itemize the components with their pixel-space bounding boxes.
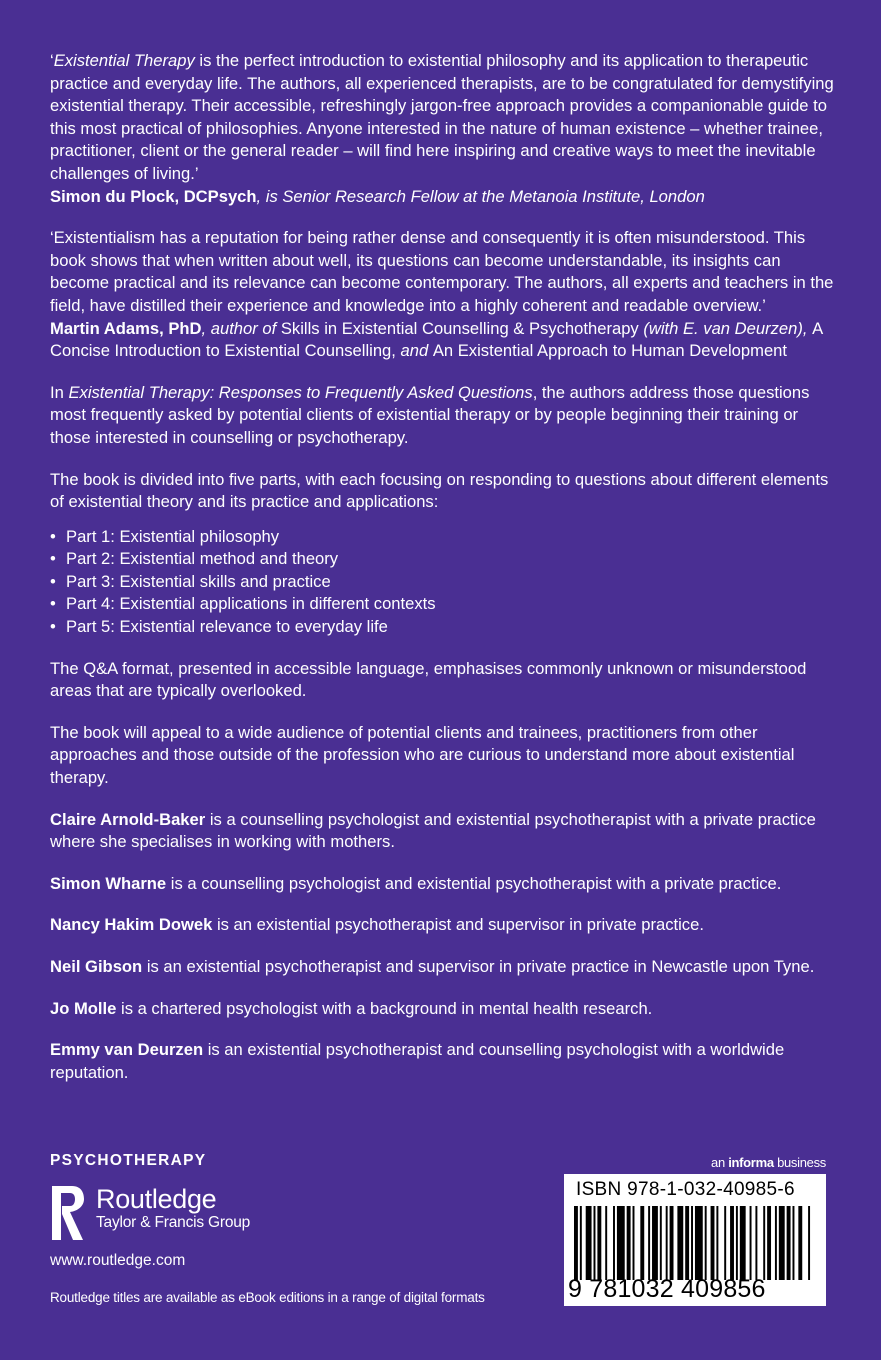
informa-tagline: an informa business bbox=[711, 1155, 826, 1170]
routledge-logo bbox=[50, 1184, 250, 1242]
structure-paragraph: The book is divided into five parts, with each focusing on responding to questions about different elements of existential theory and its practice and applications: bbox=[50, 469, 829, 512]
barcode-digits: 9 781032 409856 bbox=[568, 1275, 766, 1303]
author-bio: Nancy Hakim Dowek is an existential psychotherapist and supervisor in private practice. bbox=[50, 915, 704, 935]
reviewer bbox=[50, 186, 840, 209]
barcode-bar bbox=[792, 1206, 794, 1280]
book-title: A Concise Introduction to Existential Counselling, bbox=[50, 318, 823, 361]
reviewer: Martin Adams, PhD, author of Skills in Existential Counselling & Psychotherapy (with E. van Deurzen), A Concise Introduction to Existential Counselling, and An Existential Approach to Human Development bbox=[50, 318, 823, 361]
author-bio: Emmy van Deurzen is an existential psychotherapist and counselling psychologist with a worldwide reputation. bbox=[50, 1040, 785, 1082]
book-title: An Existential Approach to Human Development bbox=[432, 341, 788, 361]
reviewer-name: Simon du Plock, DCPsych bbox=[50, 186, 257, 206]
author-bio: Jo Molle is a chartered psychologist with a background in mental health research. bbox=[50, 998, 653, 1018]
barcode-bar bbox=[711, 1206, 715, 1280]
book-title: Skills in Existential Counselling & Psychotherapy bbox=[280, 318, 639, 338]
isbn-barcode bbox=[564, 1174, 826, 1306]
bullet-icon: • bbox=[50, 571, 56, 591]
barcode-bar bbox=[580, 1206, 582, 1280]
barcode-bar bbox=[691, 1206, 693, 1280]
reviewer-name: Martin Adams, PhD bbox=[50, 318, 202, 338]
barcode-bar bbox=[787, 1206, 791, 1280]
barcode-bar bbox=[685, 1206, 689, 1280]
barcode-bar bbox=[716, 1206, 718, 1280]
author-name: Emmy van Deurzen bbox=[50, 1040, 204, 1060]
barcode-bar bbox=[767, 1206, 771, 1280]
barcode-bar bbox=[586, 1206, 592, 1280]
list-item: • Part 4: Existential applications in different contexts bbox=[50, 593, 840, 616]
book-title: Existential Therapy bbox=[53, 51, 195, 70]
barcode-bar bbox=[775, 1206, 777, 1280]
barcode-bar bbox=[627, 1206, 631, 1280]
barcode-bar bbox=[677, 1206, 683, 1280]
barcode-bar bbox=[652, 1206, 658, 1280]
publisher-name: Routledge bbox=[96, 1184, 217, 1214]
informa-brand: informa bbox=[728, 1155, 774, 1170]
barcode-bar bbox=[798, 1206, 802, 1280]
ebook-note: Routledge titles are available as eBook editions in a range of digital formats bbox=[50, 1290, 485, 1305]
category-label: PSYCHOTHERAPY bbox=[50, 1152, 207, 1169]
barcode-bar bbox=[736, 1206, 738, 1280]
format-paragraph: The Q&A format, presented in accessible language, emphasises commonly unknown or misunderstood areas that are typically overlooked. bbox=[50, 658, 807, 701]
author-name: Nancy Hakim Dowek bbox=[50, 915, 213, 935]
barcode-bar bbox=[755, 1206, 757, 1280]
barcode-bar bbox=[660, 1206, 662, 1280]
publisher-url[interactable]: www.routledge.com bbox=[50, 1252, 186, 1269]
isbn-label: ISBN 978-1-032-40985-6 bbox=[576, 1179, 795, 1200]
bullet-icon: • bbox=[50, 526, 56, 546]
bullet-icon: • bbox=[50, 594, 56, 614]
bullet-icon: • bbox=[50, 549, 56, 569]
author-bio: Simon Wharne is a counselling psychologist and existential psychotherapist with a private practice. bbox=[50, 873, 782, 893]
barcode-bar bbox=[617, 1206, 625, 1280]
barcode-bar bbox=[695, 1206, 703, 1280]
list-item: • Part 3: Existential skills and practice bbox=[50, 571, 840, 594]
barcode-bar bbox=[648, 1206, 650, 1280]
back-cover-text bbox=[50, 50, 840, 1084]
barcode-bar bbox=[808, 1206, 810, 1280]
barcode-bar bbox=[640, 1206, 644, 1280]
author-name: Claire Arnold-Baker bbox=[50, 809, 206, 829]
barcode-bar bbox=[750, 1206, 752, 1280]
list-item: • Part 2: Existential method and theory bbox=[50, 548, 840, 571]
book-title: Existential Therapy: Responses to Frequently Asked Questions bbox=[68, 382, 533, 402]
publisher-group: Taylor & Francis Group bbox=[96, 1214, 251, 1231]
parts-list bbox=[50, 526, 840, 639]
barcode-bar bbox=[597, 1206, 601, 1280]
author-name: Neil Gibson bbox=[50, 957, 143, 976]
barcode-bar bbox=[613, 1206, 615, 1280]
barcode-bar bbox=[724, 1206, 726, 1280]
author-name: Jo Molle bbox=[50, 998, 117, 1018]
barcode-bar bbox=[730, 1206, 734, 1280]
author-bio: Neil Gibson is an existential psychotherapist and supervisor in private practice in Newcastle upon Tyne. bbox=[50, 957, 815, 976]
publisher-block bbox=[50, 1152, 250, 1270]
intro-paragraph: In Existential Therapy: Responses to Frequently Asked Questions, the authors address those questions most frequently asked by potential clients of existential therapy or by people beginning their training or those interested in counselling or psychotherapy. bbox=[50, 382, 810, 447]
barcode-bars bbox=[574, 1206, 812, 1280]
barcode-bar bbox=[763, 1206, 765, 1280]
barcode-bar bbox=[633, 1206, 635, 1280]
barcode-bar bbox=[705, 1206, 707, 1280]
list-item: • Part 5: Existential relevance to everyday life bbox=[50, 616, 840, 639]
audience-paragraph: The book will appeal to a wide audience of potential clients and trainees, practitioners from other approaches and those outside of the profession who are curious to understand more about existential therapy. bbox=[50, 722, 795, 788]
reviewer-affiliation: , is Senior Research Fellow at the Metanoia Institute, London bbox=[256, 186, 705, 206]
review-du-plock bbox=[50, 50, 840, 208]
barcode-bar bbox=[740, 1206, 746, 1280]
routledge-logo-icon bbox=[50, 1184, 86, 1242]
barcode-bar bbox=[574, 1206, 578, 1280]
barcode-bar bbox=[779, 1206, 785, 1280]
review-quote: ‘Existentialism has a reputation for being rather dense and consequently it is often misunderstood. This book shows that when written about well, its questions can become understandable, its insights can become practical and its relevance can become contemporary. The authors, all experts and teachers in the field, have distilled their experience and knowledge into a highly coherent and readable overview.’ bbox=[50, 228, 834, 315]
author-bio: Claire Arnold-Baker is a counselling psychologist and existential psychotherapist with a private practice where she specialises in working with mothers. bbox=[50, 809, 816, 852]
author-name: Simon Wharne bbox=[50, 873, 167, 893]
barcode-bar bbox=[670, 1206, 674, 1280]
barcode-bar bbox=[605, 1206, 607, 1280]
list-item: • Part 1: Existential philosophy bbox=[50, 526, 840, 549]
barcode-bar bbox=[666, 1206, 668, 1280]
barcode-bar bbox=[594, 1206, 596, 1280]
bullet-icon: • bbox=[50, 617, 56, 637]
review-quote: ‘Existential Therapy is the perfect introduction to existential philosophy and its application to therapeutic practice and everyday life. The authors, all experienced therapists, are to be congratulated for demystifying existential therapy. Their accessible, refreshingly jargon-free approach provides a companionable guide to this most practical of philosophies. Anyone interested in the nature of human existence – whether trainee, practitioner, client or the general reader – will find here inspiring and creative ways to meet the inevitable challenges of living.’ bbox=[50, 51, 834, 183]
review-adams bbox=[50, 227, 840, 363]
